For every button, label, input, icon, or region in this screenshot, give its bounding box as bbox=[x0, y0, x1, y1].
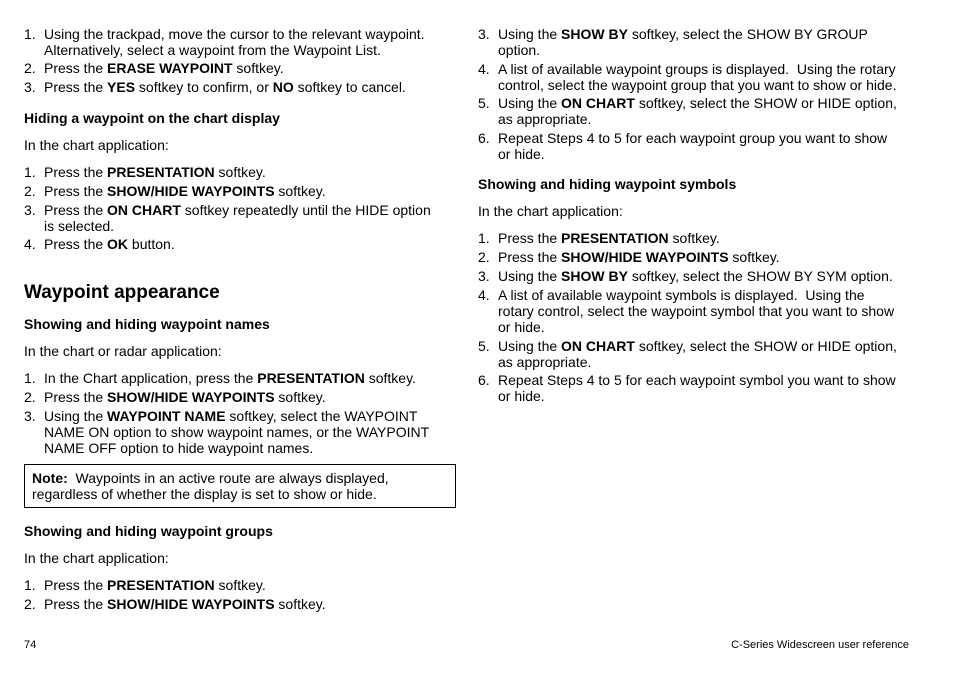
text: Press the bbox=[44, 577, 108, 593]
text: Using the trackpad, move the cursor to the relevant waypoint. bbox=[44, 26, 425, 42]
text: softkey. bbox=[668, 230, 720, 246]
text: Waypoints in an active route are always displayed, bbox=[67, 470, 389, 486]
text: Using the bbox=[498, 95, 562, 111]
step-number: 3. bbox=[24, 202, 36, 218]
note-box bbox=[24, 464, 456, 508]
text-line bbox=[498, 230, 720, 246]
step-text bbox=[498, 372, 896, 404]
bold-text: PRESENTATION bbox=[107, 164, 215, 180]
step-text bbox=[44, 408, 429, 456]
text: A list of available waypoint symbols is displayed. Using the bbox=[498, 287, 865, 303]
text-line bbox=[498, 249, 780, 265]
text: NAME OFF option to hide waypoint names. bbox=[44, 440, 314, 456]
text: Press the bbox=[498, 230, 562, 246]
text-line bbox=[44, 42, 425, 58]
bold-text: PRESENTATION bbox=[107, 577, 215, 593]
groups-intro: In the chart application: bbox=[24, 550, 169, 566]
text: as appropriate. bbox=[498, 354, 592, 370]
bold-text: SHOW BY bbox=[561, 26, 628, 42]
step-number: 1. bbox=[24, 164, 36, 180]
text: softkey. bbox=[274, 596, 326, 612]
text-line bbox=[498, 95, 897, 111]
text: Press the bbox=[44, 202, 108, 218]
text-line bbox=[498, 77, 896, 93]
step-text bbox=[44, 60, 284, 76]
text-line bbox=[44, 79, 406, 95]
text: Using the bbox=[498, 268, 562, 284]
text-line bbox=[44, 577, 266, 593]
text: or hide. bbox=[498, 319, 545, 335]
bold-text: PRESENTATION bbox=[257, 370, 365, 386]
text-line bbox=[498, 130, 887, 146]
text: Repeat Steps 4 to 5 for each waypoint symbol you want to show bbox=[498, 372, 896, 388]
step-number: 1. bbox=[24, 577, 36, 593]
text: or hide. bbox=[498, 146, 545, 162]
bold-text: ON CHART bbox=[107, 202, 181, 218]
step-text bbox=[498, 61, 896, 93]
text: softkey. bbox=[274, 183, 326, 199]
step-text bbox=[44, 183, 326, 199]
section-title: Waypoint appearance bbox=[24, 282, 220, 303]
note-line bbox=[25, 486, 455, 502]
bold-text: OK bbox=[107, 236, 129, 252]
text: is selected. bbox=[44, 218, 115, 234]
text: Press the bbox=[44, 79, 108, 95]
text-line bbox=[44, 164, 266, 180]
step-number: 2. bbox=[24, 596, 36, 612]
text-line bbox=[44, 26, 425, 42]
step-number: 4. bbox=[478, 61, 490, 77]
text-line bbox=[44, 202, 431, 218]
text-line bbox=[44, 408, 429, 424]
step-text bbox=[498, 230, 720, 246]
text-line bbox=[44, 370, 416, 386]
step-number: 2. bbox=[24, 389, 36, 405]
text-line bbox=[44, 236, 175, 252]
bold-text: PRESENTATION bbox=[561, 230, 669, 246]
names-heading: Showing and hiding waypoint names bbox=[24, 316, 270, 332]
bold-text: ON CHART bbox=[561, 95, 635, 111]
text: Using the bbox=[44, 408, 108, 424]
bold-text: SHOW/HIDE WAYPOINTS bbox=[107, 183, 275, 199]
step-text bbox=[44, 389, 326, 405]
hide-waypoint-intro: In the chart application: bbox=[24, 137, 169, 153]
step-number: 6. bbox=[478, 372, 490, 388]
text-line bbox=[44, 440, 429, 456]
text-line bbox=[498, 354, 897, 370]
names-intro: In the chart or radar application: bbox=[24, 343, 222, 359]
bold-text: ERASE WAYPOINT bbox=[107, 60, 233, 76]
text-line bbox=[44, 183, 326, 199]
text-line bbox=[44, 218, 431, 234]
text-line bbox=[498, 388, 896, 404]
text-line bbox=[498, 319, 894, 335]
text: rotary control, select the waypoint symbol that you want to show bbox=[498, 303, 895, 319]
step-number: 4. bbox=[478, 287, 490, 303]
text-line bbox=[498, 338, 897, 354]
step-text bbox=[44, 577, 266, 593]
step-text bbox=[498, 338, 897, 370]
text-line bbox=[498, 111, 897, 127]
step-text bbox=[44, 202, 431, 234]
step-number: 1. bbox=[24, 26, 36, 42]
text: softkey. bbox=[274, 389, 326, 405]
text: softkey, select the SHOW BY GROUP bbox=[627, 26, 868, 42]
text: softkey to confirm, or bbox=[135, 79, 273, 95]
text: softkey. bbox=[232, 60, 284, 76]
step-number: 5. bbox=[478, 95, 490, 111]
step-text bbox=[44, 26, 425, 58]
step-text bbox=[498, 268, 893, 284]
text: Repeat Steps 4 to 5 for each waypoint group you want to show bbox=[498, 130, 888, 146]
text: softkey, select the WAYPOINT bbox=[225, 408, 418, 424]
step-number: 2. bbox=[24, 60, 36, 76]
step-text bbox=[498, 26, 868, 58]
text-line bbox=[498, 268, 893, 284]
bold-text: ON CHART bbox=[561, 338, 635, 354]
text: In the Chart application, press the bbox=[44, 370, 258, 386]
text-line bbox=[44, 389, 326, 405]
step-text bbox=[44, 164, 266, 180]
text-line bbox=[498, 303, 894, 319]
text: Press the bbox=[44, 60, 108, 76]
text: regardless of whether the display is set to show or hide. bbox=[32, 486, 377, 502]
text: Press the bbox=[498, 249, 562, 265]
step-number: 6. bbox=[478, 130, 490, 146]
hide-waypoint-heading: Hiding a waypoint on the chart display bbox=[24, 110, 280, 126]
bold-text: NO bbox=[272, 79, 294, 95]
text: control, select the waypoint group that you want to show or hide. bbox=[498, 77, 897, 93]
text: softkey to cancel. bbox=[293, 79, 406, 95]
bold-text: SHOW/HIDE WAYPOINTS bbox=[107, 596, 275, 612]
groups-heading: Showing and hiding waypoint groups bbox=[24, 523, 273, 539]
step-number: 4. bbox=[24, 236, 36, 252]
step-text bbox=[498, 287, 894, 335]
page-number: 74 bbox=[24, 639, 37, 651]
text-line bbox=[498, 26, 868, 42]
text: button. bbox=[128, 236, 175, 252]
text: softkey. bbox=[214, 577, 266, 593]
text: softkey, select the SHOW or HIDE option, bbox=[634, 338, 897, 354]
text: Press the bbox=[44, 389, 108, 405]
step-number: 3. bbox=[478, 26, 490, 42]
text: Alternatively, select a waypoint from the Waypoint List. bbox=[44, 42, 381, 58]
text-line bbox=[498, 146, 887, 162]
text: softkey. bbox=[728, 249, 780, 265]
step-number: 3. bbox=[478, 268, 490, 284]
step-text bbox=[44, 79, 406, 95]
text-line bbox=[498, 372, 896, 388]
text-line bbox=[498, 287, 894, 303]
text: softkey repeatedly until the HIDE option bbox=[180, 202, 431, 218]
step-number: 3. bbox=[24, 79, 36, 95]
step-text bbox=[44, 236, 175, 252]
text-line bbox=[498, 42, 868, 58]
step-number: 5. bbox=[478, 338, 490, 354]
text: or hide. bbox=[498, 388, 545, 404]
bold-text: SHOW BY bbox=[561, 268, 628, 284]
text: softkey. bbox=[364, 370, 416, 386]
bold-text: SHOW/HIDE WAYPOINTS bbox=[107, 389, 275, 405]
bold-text: WAYPOINT NAME bbox=[107, 408, 226, 424]
text-line bbox=[44, 60, 284, 76]
bold-text: YES bbox=[107, 79, 136, 95]
step-text bbox=[498, 249, 780, 265]
document-title: C-Series Widescreen user reference bbox=[731, 639, 909, 651]
step-text bbox=[498, 130, 887, 162]
step-number: 2. bbox=[24, 183, 36, 199]
step-text bbox=[44, 596, 326, 612]
text: NAME ON option to show waypoint names, or the WAYPOINT bbox=[44, 424, 430, 440]
symbols-intro: In the chart application: bbox=[478, 203, 623, 219]
step-text bbox=[44, 370, 416, 386]
bold-text: SHOW/HIDE WAYPOINTS bbox=[561, 249, 729, 265]
bold-text: Note: bbox=[32, 470, 68, 486]
symbols-heading: Showing and hiding waypoint symbols bbox=[478, 176, 737, 192]
text: Press the bbox=[44, 164, 108, 180]
note-line bbox=[25, 470, 455, 486]
step-text bbox=[498, 95, 897, 127]
text: option. bbox=[498, 42, 541, 58]
text: A list of available waypoint groups is displayed. Using the rotary bbox=[498, 61, 896, 77]
note-text bbox=[25, 470, 455, 502]
text: Using the bbox=[498, 338, 562, 354]
text: softkey, select the SHOW BY SYM option. bbox=[627, 268, 893, 284]
text: softkey, select the SHOW or HIDE option, bbox=[634, 95, 897, 111]
text-line bbox=[498, 61, 896, 77]
text: Press the bbox=[44, 596, 108, 612]
text: softkey. bbox=[214, 164, 266, 180]
text: Press the bbox=[44, 183, 108, 199]
text-line bbox=[44, 424, 429, 440]
step-number: 3. bbox=[24, 408, 36, 424]
step-number: 1. bbox=[24, 370, 36, 386]
text: Press the bbox=[44, 236, 108, 252]
text-line bbox=[44, 596, 326, 612]
step-number: 1. bbox=[478, 230, 490, 246]
text: Using the bbox=[498, 26, 562, 42]
text: as appropriate. bbox=[498, 111, 592, 127]
step-number: 2. bbox=[478, 249, 490, 265]
